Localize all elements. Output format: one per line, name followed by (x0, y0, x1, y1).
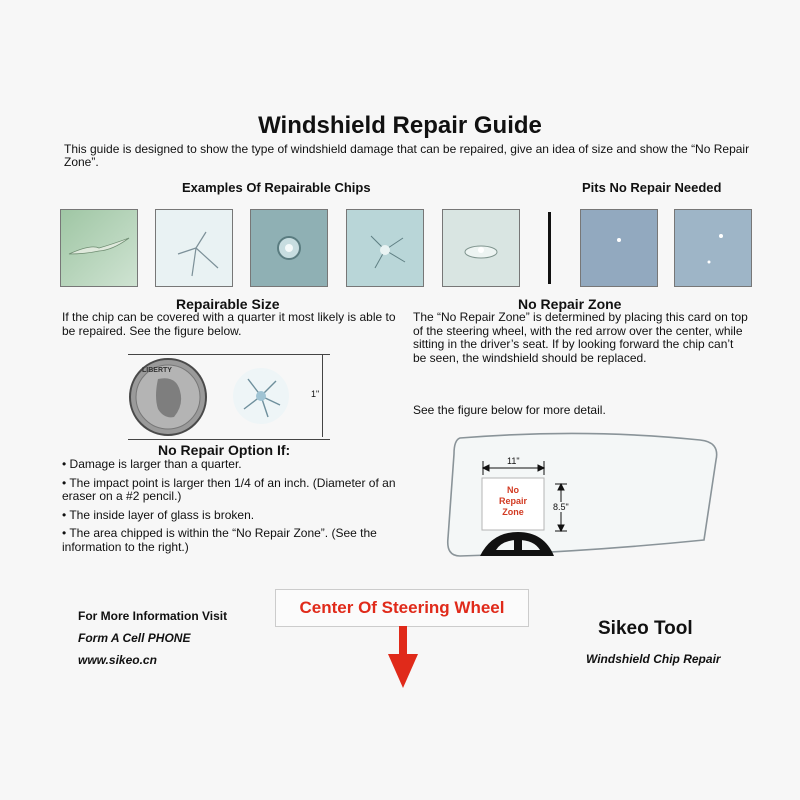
no-repair-option-list (62, 458, 407, 559)
chip-photo-5 (442, 209, 520, 287)
page-title: Windshield Repair Guide (258, 112, 542, 139)
list-item: • The impact point is larger then 1/4 of an inch. (Diameter of an eraser on a #2 pencil.) (62, 475, 396, 503)
intro-text: This guide is designed to show the type of windshield damage that can be repaired, give an idea of size and show the “No Repair Zone”. (64, 142, 750, 169)
zone-width-label: 11" (507, 456, 520, 466)
chip-photo-3 (250, 209, 328, 287)
quarter-figure (128, 354, 330, 440)
center-steering-wheel-label: Center Of Steering Wheel (275, 589, 529, 627)
chip-photo-1 (60, 209, 138, 287)
see-figure-text: See the figure below for more detail. (413, 403, 606, 417)
red-arrow-down-icon (388, 626, 418, 688)
repairable-size-text: If the chip can be covered with a quarter it most likely is able to be repaired. See the figure below. (62, 310, 396, 338)
no-repair-option-heading: No Repair Option If: (158, 442, 291, 458)
dimension-label: 1" (311, 389, 320, 399)
no-repair-zone-box: No Repair Zone (498, 485, 527, 517)
star-chip-icon (230, 365, 292, 427)
repairable-size-heading: Repairable Size (176, 296, 280, 312)
brand-tagline: Windshield Chip Repair (586, 652, 721, 666)
list-item: • The inside layer of glass is broken. (62, 507, 255, 522)
visit-text: For More Information Visit (78, 609, 228, 623)
brand-name: Sikeo Tool (598, 618, 693, 639)
zone-height-label: 8.5" (553, 502, 569, 512)
website-link[interactable]: www.sikeo.cn (78, 653, 157, 667)
divider-line (548, 212, 551, 284)
pit-photo-2 (674, 209, 752, 287)
repairable-chips-heading: Examples Of Repairable Chips (182, 180, 371, 195)
no-repair-zone-heading: No Repair Zone (518, 296, 622, 312)
pits-heading: Pits No Repair Needed (582, 180, 722, 195)
list-item: • The area chipped is within the “No Repair Zone”. (See the information to the right.) (62, 526, 377, 554)
list-item: • Damage is larger than a quarter. (62, 457, 242, 471)
chip-photo-4 (346, 209, 424, 287)
dimension-line (322, 355, 323, 437)
no-repair-zone-text: The “No Repair Zone” is determined by placing this card on top of the steering wheel, with the red arrow over the center, while sitting in the driver’s seat. If by looking forward the chip can’t be seen, the windshield should be replaced. (413, 310, 748, 365)
phone-text: Form A Cell PHONE (78, 631, 191, 645)
chip-photo-2 (155, 209, 233, 287)
pit-photo-1 (580, 209, 658, 287)
coin-motto: LIBERTY (142, 367, 172, 374)
